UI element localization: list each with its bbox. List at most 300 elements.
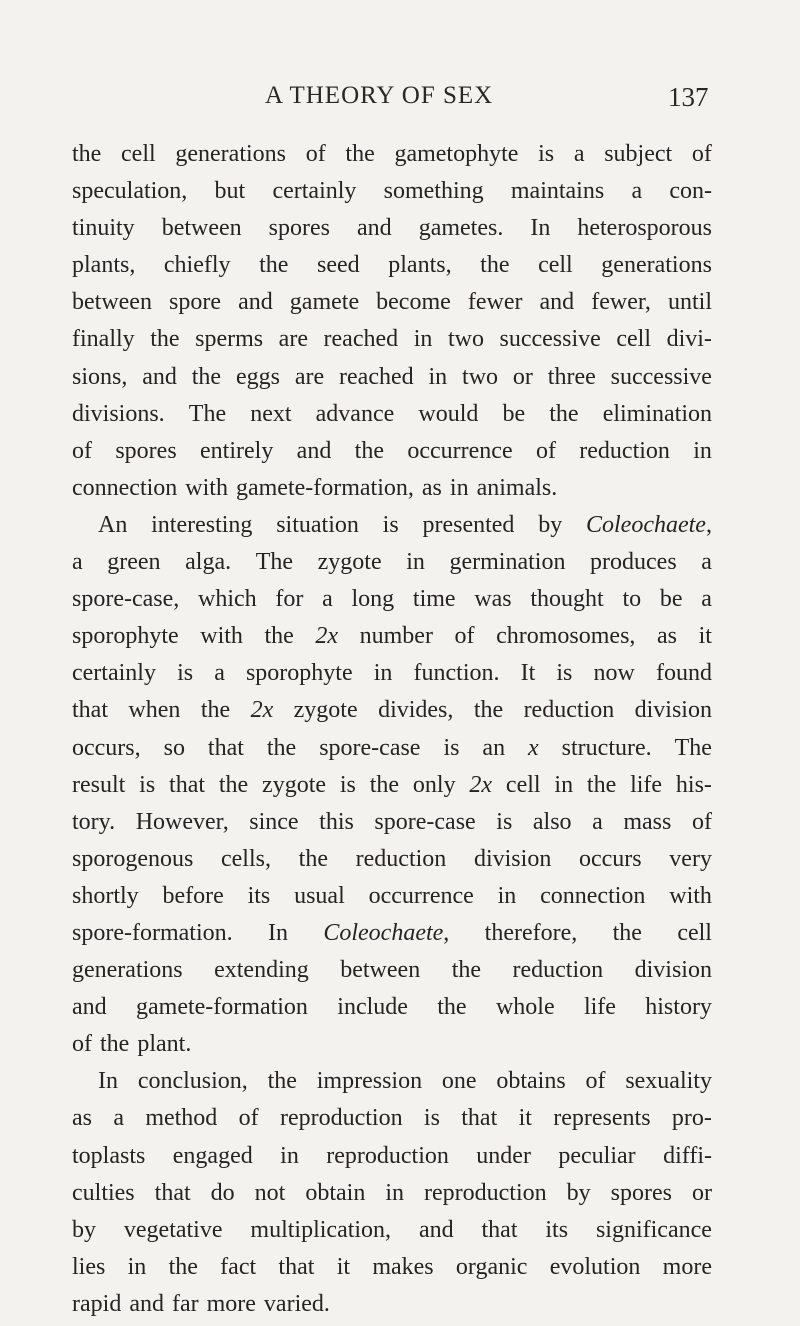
word: animals.	[476, 474, 558, 501]
word: germination	[449, 549, 566, 576]
word: the	[264, 623, 294, 650]
word: its	[545, 1216, 569, 1243]
word: toplasts	[72, 1142, 146, 1169]
word: in	[413, 326, 433, 353]
word: significance	[595, 1216, 712, 1243]
word: reached	[339, 363, 414, 390]
word: an	[482, 734, 506, 761]
word: successive	[610, 363, 712, 390]
text-line	[72, 284, 712, 321]
word: spore-case	[319, 734, 421, 761]
word: plants,	[72, 252, 136, 279]
word: sporophyte	[72, 623, 179, 650]
word: reproduction	[279, 1105, 403, 1132]
text-line	[72, 581, 712, 618]
text-line	[72, 507, 712, 544]
word: and	[142, 363, 177, 390]
word: in	[693, 437, 712, 464]
page-number: 137	[668, 82, 709, 112]
word: generations	[72, 957, 183, 984]
text-line	[72, 396, 712, 433]
word: connection	[540, 882, 646, 909]
word: to	[622, 586, 642, 613]
word: represents	[553, 1105, 651, 1132]
word: of	[72, 437, 92, 464]
word: Coleochaete,	[323, 919, 450, 946]
word: history	[645, 994, 712, 1021]
word: peculiar	[558, 1142, 636, 1169]
word: seed	[317, 252, 360, 279]
word: multiplication,	[250, 1216, 392, 1243]
word: finally	[72, 326, 135, 353]
word: that	[154, 1179, 191, 1206]
word: cells,	[221, 845, 271, 872]
word: a	[214, 660, 225, 687]
word: is	[382, 511, 399, 538]
running-head: A THEORY OF SEX	[265, 82, 494, 109]
text-line	[72, 1175, 712, 1212]
text-line	[72, 210, 712, 247]
word: certainly	[72, 660, 156, 687]
word: the	[549, 400, 579, 427]
text-line	[72, 321, 712, 358]
word: divisions.	[72, 400, 165, 427]
word: produces	[590, 549, 677, 576]
word: become	[376, 289, 451, 316]
word: divi-	[666, 326, 712, 353]
text-line	[72, 915, 712, 952]
word: reduction	[579, 437, 670, 464]
word: zygote	[293, 697, 358, 724]
word: a	[701, 586, 712, 613]
word: long	[351, 586, 395, 613]
word: under	[476, 1142, 531, 1169]
word: chiefly	[163, 252, 231, 279]
word: is	[556, 660, 573, 687]
word: whole	[495, 994, 555, 1021]
word: which	[198, 586, 257, 613]
word: more	[662, 1253, 712, 1280]
word: mass	[623, 808, 672, 835]
word: spores	[610, 1179, 672, 1206]
word: the	[191, 363, 222, 390]
word: therefore,	[484, 919, 578, 946]
word: a	[322, 586, 333, 613]
word: zygote	[262, 771, 327, 798]
word: result	[72, 771, 126, 798]
word: occurrence	[368, 882, 474, 909]
word: of	[585, 1068, 606, 1095]
word: are	[294, 363, 325, 390]
word: extending	[214, 957, 309, 984]
text-line	[72, 1249, 712, 1286]
word: 2x	[469, 771, 493, 798]
word: the	[354, 437, 384, 464]
word: next	[250, 400, 292, 427]
word: the	[480, 252, 510, 279]
word: and	[129, 1290, 164, 1317]
word: Coleochaete,	[586, 511, 712, 538]
word: maintains	[510, 178, 605, 205]
word: makes	[372, 1253, 434, 1280]
word: evolution	[549, 1253, 641, 1280]
word: lies	[72, 1253, 106, 1280]
word: cell	[505, 771, 541, 798]
word: as	[656, 623, 677, 650]
word: function.	[413, 660, 500, 687]
word: the	[150, 326, 180, 353]
word: the	[266, 734, 297, 761]
word: a	[72, 549, 83, 576]
word: this	[319, 808, 354, 835]
word: the	[218, 771, 249, 798]
word: that	[481, 1216, 518, 1243]
word: speculation,	[72, 178, 188, 205]
word: a	[631, 178, 643, 205]
word: of	[238, 1105, 259, 1132]
word: the	[473, 697, 504, 724]
word: between	[340, 957, 421, 984]
word: divides,	[378, 697, 454, 724]
word: reduction	[512, 957, 604, 984]
word: sions,	[72, 363, 128, 390]
word: found	[655, 660, 712, 687]
word: be	[659, 586, 683, 613]
word: occurrence	[407, 437, 513, 464]
word: in	[373, 660, 393, 687]
word: spore-case	[374, 808, 476, 835]
word: the	[451, 957, 482, 984]
word: spores	[268, 215, 330, 242]
word: two	[447, 326, 484, 353]
word: the	[200, 697, 231, 724]
word: of	[72, 1031, 92, 1058]
word: more	[206, 1290, 256, 1317]
word: diffi-	[663, 1142, 712, 1169]
word: is	[339, 771, 356, 798]
word: heterosporous	[577, 215, 712, 242]
word: varied.	[263, 1290, 330, 1317]
word: not	[254, 1179, 286, 1206]
word: situation	[276, 511, 359, 538]
word: gametes.	[418, 215, 504, 242]
word: and	[296, 437, 332, 464]
text-line	[72, 841, 712, 878]
word: far	[171, 1290, 199, 1317]
word: plant.	[137, 1031, 192, 1058]
word: life	[583, 994, 616, 1021]
word: eggs	[235, 363, 280, 390]
word: usual	[294, 882, 345, 909]
word: plants,	[388, 252, 452, 279]
word: shortly	[72, 882, 139, 909]
word: in	[127, 1253, 147, 1280]
text-line	[72, 1138, 712, 1175]
word: a	[573, 141, 585, 167]
word: reproduction	[424, 1179, 547, 1206]
word: In	[267, 919, 288, 946]
word: and	[238, 289, 273, 316]
word: the	[437, 994, 467, 1021]
word: cell	[538, 252, 573, 279]
text-line	[72, 173, 712, 210]
word: pro-	[671, 1105, 712, 1132]
text-line	[72, 655, 712, 692]
word: that	[278, 1253, 315, 1280]
word: so	[163, 734, 185, 761]
word: until	[667, 289, 712, 316]
word: as	[421, 474, 442, 501]
body-text	[72, 136, 712, 1323]
word: but	[214, 178, 246, 205]
word: spore	[169, 289, 222, 316]
word: obtains	[496, 1068, 566, 1095]
word: However,	[135, 808, 229, 835]
word: zygote	[317, 549, 382, 576]
word: of	[691, 141, 712, 167]
word: one	[441, 1068, 477, 1095]
word: occurs,	[72, 734, 141, 761]
word: between	[161, 215, 242, 242]
word: It	[520, 660, 536, 687]
word: vegetative	[123, 1216, 223, 1243]
word: cell	[677, 919, 712, 946]
word: his-	[675, 771, 712, 798]
word: The	[188, 400, 227, 427]
word: in	[554, 771, 574, 798]
word: very	[669, 845, 712, 872]
word: the	[259, 252, 289, 279]
text-line	[72, 618, 712, 655]
word: the	[345, 141, 375, 167]
word: fewer,	[591, 289, 651, 316]
word: gamete-formation	[136, 994, 308, 1021]
text-line	[72, 1100, 712, 1137]
word: is	[177, 660, 194, 687]
word: something	[383, 178, 484, 205]
word: fact	[220, 1253, 257, 1280]
word: two	[462, 363, 499, 390]
word: do	[210, 1179, 235, 1206]
word: certainly	[272, 178, 357, 205]
word: in	[385, 1179, 404, 1206]
word: number	[359, 623, 433, 650]
word: it	[698, 623, 712, 650]
word: method	[145, 1105, 218, 1132]
word: culties	[72, 1179, 135, 1206]
word: was	[474, 586, 512, 613]
word: life	[630, 771, 663, 798]
word: or	[512, 363, 533, 390]
word: include	[337, 994, 408, 1021]
word: sporogenous	[72, 845, 194, 872]
word: its	[247, 882, 271, 909]
word: sexuality	[625, 1068, 712, 1095]
text-line	[72, 804, 712, 841]
word: fewer	[467, 289, 523, 316]
word: also	[532, 808, 572, 835]
word: it	[336, 1253, 351, 1280]
word: reduction	[355, 845, 447, 872]
word: before	[162, 882, 224, 909]
word: advance	[315, 400, 395, 427]
text-line	[72, 1026, 712, 1063]
word: rapid	[72, 1290, 122, 1317]
word: a	[113, 1105, 124, 1132]
word: cell	[616, 326, 651, 353]
word: between	[72, 289, 152, 316]
word: generations	[175, 141, 286, 167]
text-line	[72, 692, 712, 729]
word: the	[298, 845, 328, 872]
word: when	[128, 697, 181, 724]
word: by	[566, 1179, 591, 1206]
word: In	[98, 1068, 118, 1095]
word: of	[691, 808, 712, 835]
word: in	[280, 1142, 299, 1169]
word: be	[502, 400, 526, 427]
word: division	[473, 845, 552, 872]
word: generations	[601, 252, 712, 279]
word: of	[305, 141, 326, 167]
word: thought	[530, 586, 604, 613]
word: it	[518, 1105, 532, 1132]
word: and	[539, 289, 575, 316]
word: now	[593, 660, 635, 687]
word: x	[528, 734, 539, 761]
word: that	[72, 697, 108, 724]
word: is	[139, 771, 156, 798]
word: An	[98, 511, 128, 538]
word: spore-formation.	[72, 919, 233, 946]
word: division	[634, 957, 712, 984]
text-line	[72, 247, 712, 284]
word: elimination	[602, 400, 712, 427]
word: reached	[323, 326, 399, 353]
word: successive	[499, 326, 601, 353]
word: 2x	[250, 697, 274, 724]
word: occurs	[578, 845, 642, 872]
word: since	[249, 808, 299, 835]
word: gamete-formation,	[235, 474, 414, 501]
word: gamete	[289, 289, 360, 316]
text-line	[72, 767, 712, 804]
text-line	[72, 878, 712, 915]
word: the	[100, 1031, 130, 1058]
word: organic	[455, 1253, 528, 1280]
word: the	[267, 1068, 297, 1095]
word: only	[412, 771, 456, 798]
word: by	[538, 511, 563, 538]
page-header	[0, 82, 800, 118]
word: the	[369, 771, 400, 798]
word: chromosomes,	[496, 623, 636, 650]
word: for	[275, 586, 304, 613]
word: by	[72, 1216, 96, 1243]
text-line	[72, 1212, 712, 1249]
word: structure.	[561, 734, 652, 761]
word: cell	[121, 141, 156, 167]
word: impression	[316, 1068, 423, 1095]
word: the	[168, 1253, 198, 1280]
word: the	[72, 141, 102, 167]
word: as	[72, 1105, 92, 1132]
text-line	[72, 1286, 712, 1323]
word: spores	[115, 437, 177, 464]
word: of	[454, 623, 475, 650]
word: is	[538, 141, 555, 167]
word: that	[207, 734, 244, 761]
word: con-	[669, 178, 712, 205]
word: engaged	[172, 1142, 253, 1169]
word: sperms	[195, 326, 264, 353]
text-line	[72, 1063, 712, 1100]
text-line	[72, 952, 712, 989]
word: interesting	[151, 511, 253, 538]
word: in	[449, 474, 469, 501]
word: sporophyte	[245, 660, 353, 687]
word: the	[586, 771, 617, 798]
word: In	[530, 215, 551, 242]
word: with	[200, 623, 243, 650]
word: time	[412, 586, 456, 613]
word: of	[535, 437, 556, 464]
word: and	[72, 994, 107, 1021]
word: entirely	[200, 437, 274, 464]
word: The	[674, 734, 712, 761]
word: division	[634, 697, 712, 724]
word: with	[669, 882, 712, 909]
word: is	[423, 1105, 440, 1132]
word: a	[592, 808, 603, 835]
word: reduction	[523, 697, 615, 724]
text-line	[72, 544, 712, 581]
word: alga.	[185, 549, 232, 576]
word: in	[406, 549, 425, 576]
word: green	[107, 549, 161, 576]
word: gametophyte	[394, 141, 519, 167]
word: is	[496, 808, 513, 835]
text-line	[72, 730, 712, 767]
text-line	[72, 433, 712, 470]
word: in	[497, 882, 517, 909]
word: and	[418, 1216, 454, 1243]
word: conclusion,	[137, 1068, 248, 1095]
word: presented	[422, 511, 515, 538]
word: tinuity	[72, 215, 135, 242]
word: The	[255, 549, 294, 576]
word: or	[691, 1179, 712, 1206]
text-line	[72, 470, 712, 507]
word: a	[701, 549, 712, 576]
word: the	[612, 919, 642, 946]
word: that	[461, 1105, 498, 1132]
word: spore-case,	[72, 586, 180, 613]
text-line	[72, 359, 712, 396]
word: three	[547, 363, 596, 390]
word: reproduction	[326, 1142, 449, 1169]
word: are	[278, 326, 308, 353]
word: would	[418, 400, 479, 427]
word: and	[357, 215, 392, 242]
word: subject	[604, 141, 673, 167]
word: tory.	[72, 808, 116, 835]
word: obtain	[305, 1179, 366, 1206]
text-line	[72, 989, 712, 1026]
word: 2x	[315, 623, 339, 650]
word: is	[443, 734, 460, 761]
text-line	[72, 136, 712, 173]
